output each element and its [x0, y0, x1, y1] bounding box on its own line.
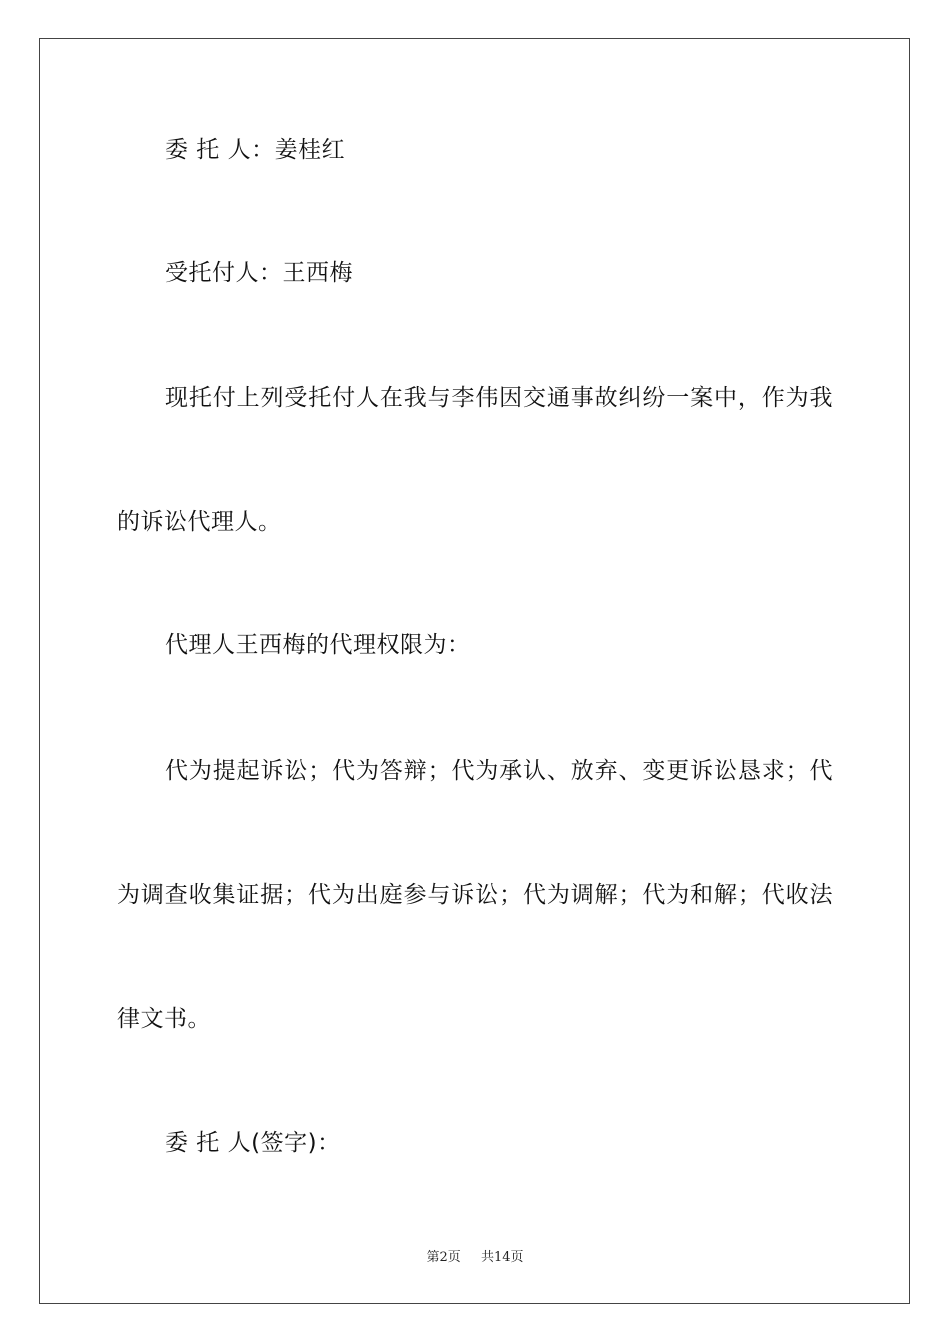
body-paragraph-line-2: 的诉讼代理人。	[117, 509, 282, 535]
authority-heading: 代理人王西梅的代理权限为：	[165, 632, 471, 658]
agent-line: 受托付人：王西梅	[165, 260, 353, 286]
page-border	[39, 38, 910, 1304]
authority-line-3: 律文书。	[117, 1006, 211, 1032]
principal-line: 委 托 人：姜桂红	[165, 137, 346, 163]
page-number: 第2页	[426, 1250, 461, 1265]
authority-line-2: 为调查收集证据；代为出庭参与诉讼；代为调解；代为和解；代收法	[117, 882, 833, 908]
body-paragraph-line-1: 现托付上列受托付人在我与李伟因交通事故纠纷一案中，作为我	[165, 385, 833, 411]
page-total: 共14页	[480, 1250, 524, 1265]
page-footer	[0, 1246, 950, 1265]
signature-line: 委 托 人(签字)：	[165, 1130, 341, 1156]
authority-line-1: 代为提起诉讼；代为答辩；代为承认、放弃、变更诉讼恳求；代	[165, 758, 833, 784]
